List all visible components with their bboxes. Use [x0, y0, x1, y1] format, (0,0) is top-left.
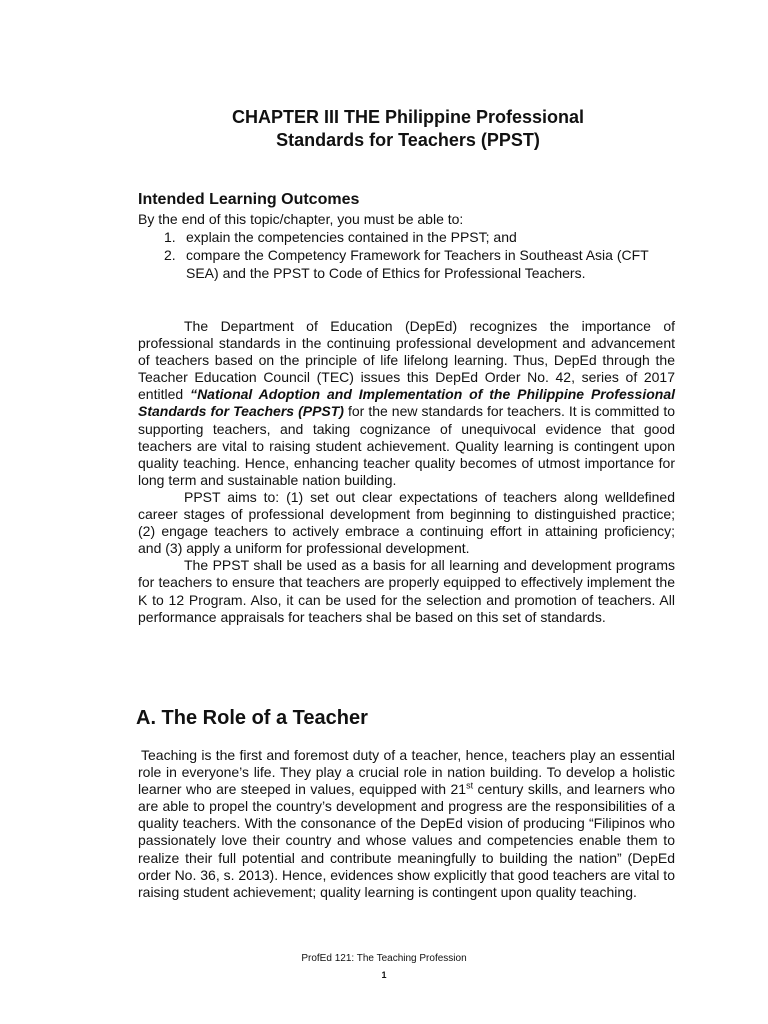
learning-outcome-text: explain the competencies contained in the PPST; and	[186, 229, 517, 245]
page-number: 1	[381, 970, 387, 980]
section-a-heading: A. The Role of a Teacher	[136, 707, 368, 729]
deped-paragraph-text: The Department of Education (DepEd) recognizes the importance of professional standards in the continuing professional development and advancement of teachers based on the principle of life lifelong learning. Thus, DepEd through the Teacher Education Council (TEC) issues this DepEd Order No. 42, series of 2017 entitled	[138, 318, 675, 403]
learning-outcome-item	[138, 228, 678, 246]
role-of-teacher-paragraph	[138, 747, 675, 901]
intro-section	[138, 318, 675, 626]
learning-outcome-number: 1.	[164, 229, 176, 245]
chapter-title-line-2: Standards for Teachers (PPST)	[276, 130, 540, 150]
chapter-title-line-1: CHAPTER III THE Philippine Professional	[231, 107, 585, 127]
learning-outcomes-heading: Intended Learning Outcomes	[138, 191, 360, 208]
chapter-title	[140, 106, 676, 152]
ppst-aims-paragraph: PPST aims to: (1) set out clear expectations of teachers along welldefined career stages of professional development from beginning to distinguished practice; (2) engage teachers to actively embrace a continuing effort in attaining proficiency; and (3) apply a uniform for professional development.	[138, 488, 675, 557]
learning-outcome-item	[138, 246, 678, 282]
role-paragraph-text-continued: century skills, and learners who are able to propel the country’s development and progress are the responsibilities of a quality teachers. With the consonance of the DepEd vision of producing “Filipinos who passionately love their country and whose values and competencies enable them to realize their full potential and contribute meaningfully to building the nation” (DepEd order No. 36, s. 2013). Hence, evidences show explicitly that good teachers are vital to raising student achievement; quality learning is contingent upon quality teaching.	[138, 781, 675, 900]
footer-course-title: ProfEd 121: The Teaching Profession	[301, 953, 467, 964]
role-of-teacher-section	[138, 747, 675, 901]
learning-outcomes-list	[138, 228, 678, 282]
role-paragraph-text: Teaching is the first and foremost duty of a teacher, hence, teachers play an essential role in everyone’s life. They play a crucial role in nation building. To develop a holistic learner who are steeped in values, equipped with 21	[138, 747, 675, 798]
learning-outcome-text: compare the Competency Framework for Teachers in Southeast Asia (CFT SEA) and the PPST to Code of Ethics for Professional Teachers.	[186, 247, 649, 281]
deped-paragraph	[138, 318, 675, 489]
deped-paragraph-text-continued: for the new standards for teachers. It is committed to supporting teachers, and taking cognizance of unequivocal evidence that good teachers are vital to raising student achievement. Quality learning is contingent upon quality teaching. Hence, enhancing teacher quality becomes of utmost importance for long term and sustainable nation building.	[138, 403, 675, 488]
deped-order-title: “National Adoption and Implementation of the Philippine Professional Standards for Teachers (PPST)	[138, 386, 675, 420]
learning-outcomes-intro: By the end of this topic/chapter, you must be able to:	[138, 211, 464, 227]
ppst-usage-paragraph: The PPST shall be used as a basis for all learning and development programs for teachers to ensure that teachers are properly equipped to effectively implement the K to 12 Program. Also, it can be used for the selection and promotion of teachers. All performance appraisals for teachers shal be based on this set of standards.	[138, 557, 675, 625]
learning-outcome-number: 2.	[164, 247, 176, 263]
superscript-st: st	[466, 780, 474, 791]
